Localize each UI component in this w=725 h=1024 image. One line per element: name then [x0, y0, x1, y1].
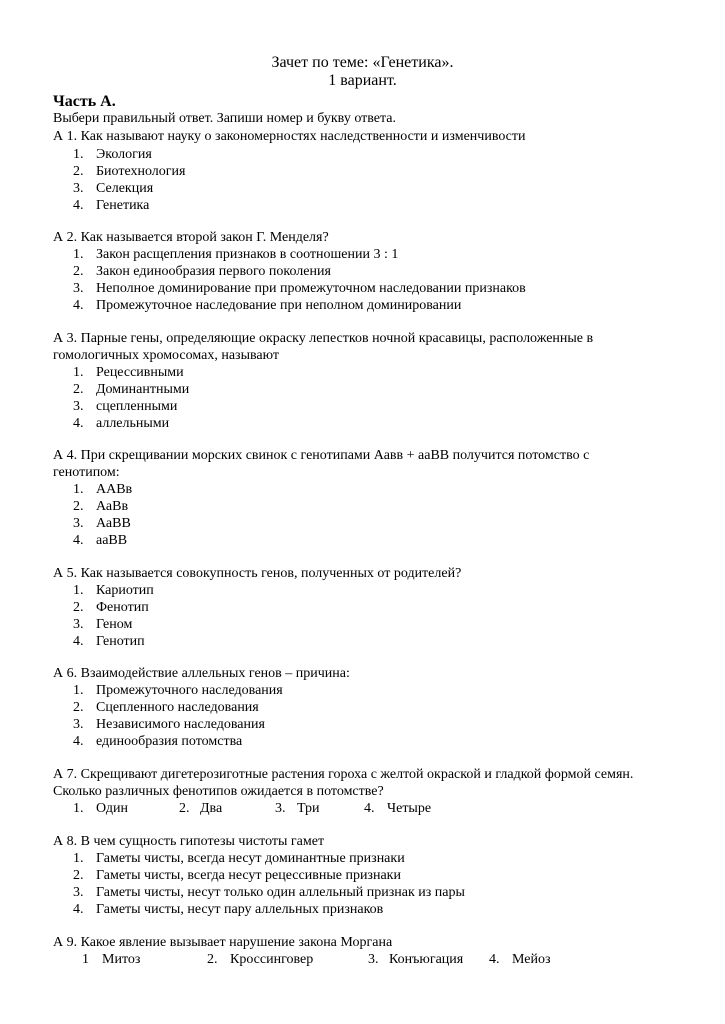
- option-number: 4.: [489, 952, 500, 967]
- question-5-text: А 5. Как называется совокупность генов, полученных от родителей?: [53, 566, 462, 581]
- option-number: 2.: [73, 382, 84, 397]
- option-number: 1.: [73, 247, 84, 262]
- option-number: 1.: [73, 851, 84, 866]
- option-number: 2.: [179, 801, 190, 816]
- option-number: 3.: [73, 516, 84, 531]
- option-number: 2.: [73, 499, 84, 514]
- option-text: ааВВ: [96, 533, 128, 548]
- option-number: 4.: [73, 902, 84, 917]
- question-2-text: А 2. Как называется второй закон Г. Менделя?: [53, 230, 329, 245]
- option-number: 1.: [73, 683, 84, 698]
- option-number: 1: [82, 952, 89, 967]
- option-number: 3.: [73, 399, 84, 414]
- question-6-text: А 6. Взаимодействие аллельных генов – причина:: [53, 666, 350, 681]
- option-text: Промежуточное наследование при неполном доминировании: [96, 298, 462, 313]
- option-number: 2.: [73, 264, 84, 279]
- option-number: 3.: [73, 717, 84, 732]
- option-text: Биотехнология: [96, 164, 186, 179]
- option-text: Промежуточного наследования: [96, 683, 283, 698]
- option-text: сцепленными: [96, 399, 178, 414]
- option-number: 3.: [368, 952, 379, 967]
- option-number: 3.: [73, 281, 84, 296]
- option-number: 2.: [73, 868, 84, 883]
- option-number: 1.: [73, 482, 84, 497]
- question-8-text: А 8. В чем сущность гипотезы чистоты гамет: [53, 834, 325, 849]
- option-text: АаВв: [96, 499, 129, 514]
- question-7-text: Сколько различных фенотипов ожидается в потомстве?: [53, 784, 384, 799]
- option-number: 3.: [73, 617, 84, 632]
- option-number: 3.: [73, 181, 84, 196]
- option-number: 2.: [73, 164, 84, 179]
- option-number: 4.: [73, 416, 84, 431]
- option-text: Конъюгация: [389, 952, 464, 967]
- option-number: 2.: [73, 700, 84, 715]
- option-text: Неполное доминирование при промежуточном наследовании признаков: [96, 281, 526, 296]
- option-text: Фенотип: [96, 600, 149, 615]
- question-9-text: А 9. Какое явление вызывает нарушение закона Моргана: [53, 935, 393, 950]
- option-text: Независимого наследования: [96, 717, 265, 732]
- option-text: Гаметы чисты, всегда несут доминантные признаки: [96, 851, 405, 866]
- option-text: Митоз: [102, 952, 141, 967]
- option-text: Закон расщепления признаков в соотношении 3 : 1: [96, 247, 399, 262]
- option-text: Три: [297, 801, 320, 816]
- option-number: 1.: [73, 583, 84, 598]
- option-text: Кроссинговер: [230, 952, 314, 967]
- option-number: 1.: [73, 801, 84, 816]
- question-3-text: А 3. Парные гены, определяющие окраску лепестков ночной красавицы, расположенные в: [53, 331, 594, 346]
- option-number: 4.: [73, 634, 84, 649]
- option-text: Четыре: [387, 801, 432, 816]
- option-text: Мейоз: [512, 952, 551, 967]
- option-number: 4.: [364, 801, 375, 816]
- question-4-text: А 4. При скрещивании морских свинок с генотипами Аавв + ааВВ получится потомство с: [53, 448, 590, 463]
- option-text: Рецессивными: [96, 365, 184, 380]
- option-text: Гаметы чисты, всегда несут рецессивные признаки: [96, 868, 401, 883]
- option-text: Селекция: [96, 181, 154, 196]
- option-text: Геном: [96, 617, 133, 632]
- document-title: Зачет по теме: «Генетика».: [271, 54, 454, 71]
- question-4-text: генотипом:: [53, 465, 120, 480]
- option-text: Доминантными: [96, 382, 190, 397]
- question-1-text: А 1. Как называют науку о закономерностях наследственности и изменчивости: [53, 129, 526, 144]
- option-text: ААВв: [96, 482, 133, 497]
- option-text: АаВВ: [96, 516, 131, 531]
- option-text: Сцепленного наследования: [96, 700, 259, 715]
- option-text: Генетика: [96, 198, 150, 213]
- option-text: Генотип: [96, 634, 145, 649]
- option-number: 4.: [73, 533, 84, 548]
- variant-label: 1 вариант.: [328, 72, 397, 89]
- option-text: Один: [96, 801, 129, 816]
- option-number: 3.: [73, 885, 84, 900]
- option-text: единообразия потомства: [96, 734, 243, 749]
- option-number: 2.: [207, 952, 218, 967]
- option-number: 2.: [73, 600, 84, 615]
- question-7-text: А 7. Скрещивают дигетерозиготные растения гороха с желтой окраской и гладкой формой семян.: [53, 767, 634, 782]
- option-number: 3.: [275, 801, 286, 816]
- part-heading: Часть А.: [53, 93, 116, 110]
- option-text: Два: [200, 801, 223, 816]
- question-3-text: гомологичных хромосомах, называют: [53, 348, 280, 363]
- option-text: аллельными: [96, 416, 170, 431]
- option-text: Кариотип: [96, 583, 154, 598]
- option-number: 4.: [73, 198, 84, 213]
- option-number: 1.: [73, 147, 84, 162]
- option-number: 4.: [73, 298, 84, 313]
- option-text: Гаметы чисты, несут только один аллельный признак из пары: [96, 885, 465, 900]
- option-text: Гаметы чисты, несут пару аллельных признаков: [96, 902, 384, 917]
- instruction-text: Выбери правильный ответ. Запиши номер и букву ответа.: [53, 111, 396, 126]
- option-text: Закон единообразия первого поколения: [96, 264, 331, 279]
- option-text: Экология: [96, 147, 152, 162]
- option-number: 1.: [73, 365, 84, 380]
- option-number: 4.: [73, 734, 84, 749]
